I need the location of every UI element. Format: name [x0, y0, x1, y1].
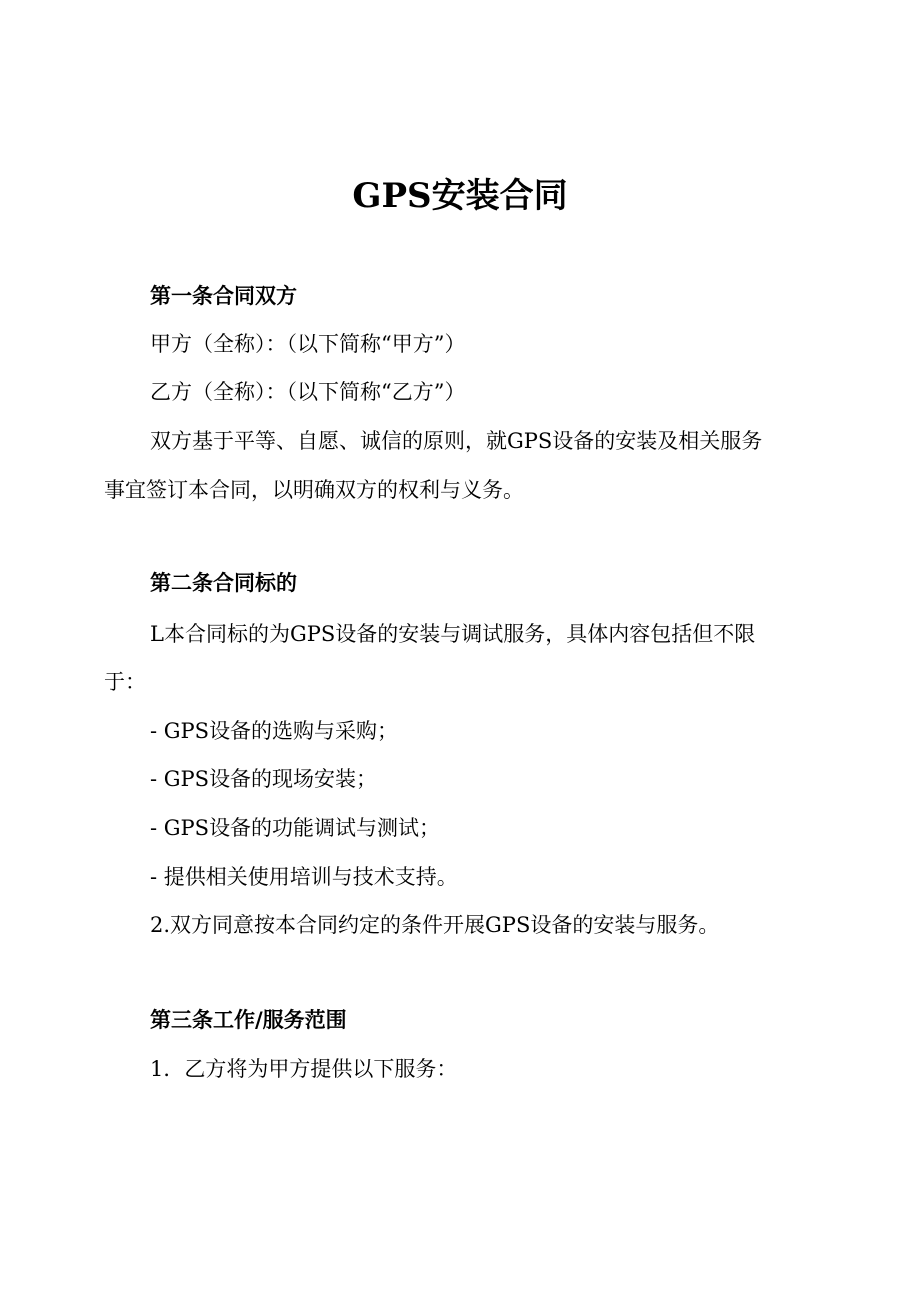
section-2-item-2: 2.双方同意按本合同约定的条件开展GPS设备的安装与服务。: [150, 913, 720, 937]
intro-paragraph-line-1: 双方基于平等、自愿、诚信的原则，就GPS设备的安装及相关服务: [150, 429, 763, 453]
bullet-item: - GPS设备的现场安装；: [150, 767, 378, 791]
section-1-heading: 第一条合同双方: [150, 284, 297, 308]
party-b-line: 乙方（全称）：（以下简称“乙方”）: [150, 380, 466, 404]
section-3-item-1: 1．乙方将为甲方提供以下服务：: [150, 1057, 458, 1081]
intro-paragraph-line-2: 事宜签订本合同，以明确双方的权利与义务。: [104, 478, 524, 502]
bullet-item: - GPS设备的功能调试与测试；: [150, 816, 441, 840]
document-title: GPS安装合同: [352, 176, 568, 216]
bullet-item: - 提供相关使用培训与技术支持。: [150, 865, 458, 889]
section-2-item-1-line-1: L本合同标的为GPS设备的安装与调试服务，具体内容包括但不限: [150, 622, 756, 646]
section-2-item-1-line-2: 于：: [104, 670, 146, 694]
section-3-heading: 第三条工作/服务范围: [150, 1008, 347, 1032]
section-2-heading: 第二条合同标的: [150, 571, 297, 595]
party-a-line: 甲方（全称）：（以下简称“甲方”）: [150, 332, 466, 356]
bullet-item: - GPS设备的选购与采购；: [150, 719, 399, 743]
